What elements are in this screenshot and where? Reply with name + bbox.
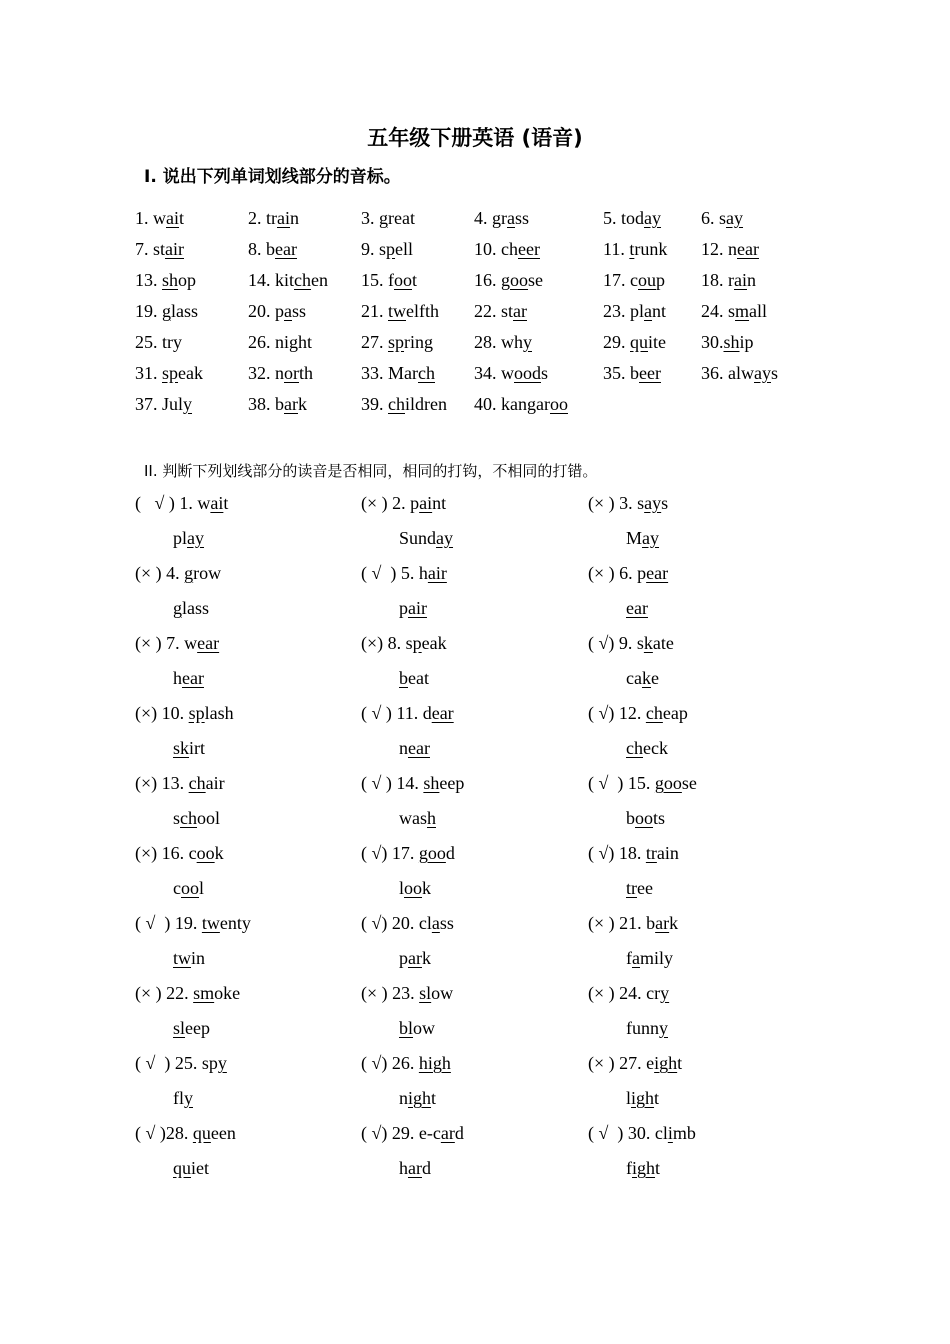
underlined-letters: bl: [399, 1018, 414, 1038]
word-item: 8. bear: [248, 239, 297, 259]
underlined-letters: ch: [294, 270, 312, 290]
judgement-item: [588, 773, 808, 829]
underlined-letters: a: [632, 948, 640, 968]
underlined-letters: air: [408, 598, 427, 618]
question-word: ( √ )28. queen: [135, 1123, 236, 1143]
word-item: 11. trunk: [603, 239, 668, 259]
underlined-letters: m: [735, 301, 750, 321]
underlined-letters: igh: [408, 1088, 432, 1108]
underlined-letters: sl: [419, 983, 432, 1003]
word-item: 6. say: [701, 208, 744, 228]
word-item: 7. stair: [135, 239, 184, 259]
question-word: ( √) 17. good: [361, 843, 455, 863]
word-item: 34. woods: [474, 363, 549, 383]
question-word: ( √ ) 30. climb: [588, 1123, 696, 1143]
judgement-item: [361, 633, 581, 689]
judgement-item: [135, 563, 355, 619]
judgement-item: [135, 493, 355, 549]
word-item: 31. speak: [135, 363, 203, 383]
question-word: (× ) 23. slow: [361, 983, 454, 1003]
underlined-letters: ay: [644, 493, 662, 513]
word-item: 40. kangaroo: [474, 394, 568, 414]
word-item: 4. grass: [474, 208, 530, 228]
underlined-letters: ear: [626, 598, 648, 618]
underlined-letters: ar: [408, 948, 422, 968]
judgement-item: [361, 493, 581, 549]
compare-word: fight: [626, 1158, 661, 1178]
compare-word: glass: [173, 598, 209, 618]
word-item: 36. always: [701, 363, 779, 383]
underlined-letters: y: [184, 1088, 193, 1108]
underlined-letters: g: [162, 301, 171, 321]
judgement-row: [0, 1053, 950, 1123]
compare-word: beat: [399, 668, 429, 688]
underlined-letters: ai: [419, 493, 433, 513]
section2-judgement-grid: [0, 493, 950, 1193]
judgement-item: [135, 843, 355, 899]
underlined-letters: ear: [197, 633, 220, 653]
judgement-item: [135, 773, 355, 829]
compare-word: twin: [173, 948, 206, 968]
underlined-letters: oo: [394, 270, 412, 290]
word-item: 29. quite: [603, 332, 666, 352]
judgement-row: [0, 493, 950, 563]
underlined-letters: sh: [423, 773, 440, 793]
underlined-letters: igh: [631, 1088, 655, 1108]
compare-word: park: [399, 948, 431, 968]
underlined-letters: ay: [436, 528, 454, 548]
underlined-letters: sm: [193, 983, 215, 1003]
compare-word: pair: [399, 598, 427, 618]
underlined-letters: qu: [192, 1123, 211, 1143]
underlined-letters: k: [643, 633, 653, 653]
word-item: 1. wait: [135, 208, 185, 228]
word-row: [0, 301, 950, 332]
word-row: [0, 208, 950, 239]
underlined-letters: tr: [626, 878, 637, 898]
judgement-item: [588, 913, 808, 969]
compare-word: Sunday: [399, 528, 454, 548]
underlined-letters: sp: [188, 703, 205, 723]
underlined-letters: ear: [275, 239, 297, 259]
word-item: 2. train: [248, 208, 299, 228]
underlined-letters: sl: [173, 1018, 186, 1038]
underlined-letters: qu: [630, 332, 648, 352]
underlined-letters: ch: [388, 394, 405, 414]
underlined-letters: ar: [284, 394, 298, 414]
compare-word: May: [626, 528, 660, 548]
word-item: 20. pass: [248, 301, 307, 321]
question-word: (× ) 27. eight: [588, 1053, 683, 1073]
judgement-item: [588, 843, 808, 899]
compare-word: hear: [173, 668, 204, 688]
compare-word: near: [399, 738, 430, 758]
word-row: [0, 394, 950, 425]
judgement-row: [0, 633, 950, 703]
question-word: ( √ ) 25. spy: [135, 1053, 227, 1073]
underlined-letters: tr: [645, 843, 657, 863]
underlined-letters: t: [629, 239, 635, 259]
word-item: 37. July: [135, 394, 193, 414]
underlined-letters: y: [183, 394, 193, 414]
judgement-row: [0, 843, 950, 913]
underlined-letters: ou: [638, 270, 656, 290]
underlined-letters: ch: [626, 738, 643, 758]
compare-word: wash: [399, 808, 436, 828]
word-item: 9. spell: [361, 239, 414, 259]
judgement-item: [135, 703, 355, 759]
word-item: 12. near: [701, 239, 759, 259]
underlined-letters: ear: [431, 703, 454, 723]
question-word: (×) 10. splash: [135, 703, 234, 723]
question-word: (×) 13. chair: [135, 773, 225, 793]
underlined-letters: ay: [642, 528, 660, 548]
underlined-letters: tw: [388, 301, 406, 321]
section1-word-grid: [0, 208, 950, 425]
judgement-item: [135, 633, 355, 689]
question-word: (×) 8. speak: [361, 633, 447, 653]
judgement-item: [361, 703, 581, 759]
underlined-letters: air: [165, 239, 184, 259]
compare-word: fly: [173, 1088, 193, 1108]
question-word: (× ) 6. pear: [588, 563, 669, 583]
judgement-item: [588, 633, 808, 689]
judgement-item: [588, 1053, 808, 1109]
underlined-letters: i: [667, 1123, 673, 1143]
word-item: 3. great: [361, 208, 415, 228]
judgement-item: [135, 1123, 355, 1179]
compare-word: boots: [626, 808, 666, 828]
word-item: 10. cheer: [474, 239, 540, 259]
question-word: (× ) 4. grow: [135, 563, 222, 583]
underlined-letters: oo: [549, 394, 568, 414]
judgement-row: [0, 983, 950, 1053]
compare-word: tree: [626, 878, 653, 898]
word-item: 19. glass: [135, 301, 198, 321]
compare-word: hard: [399, 1158, 431, 1178]
compare-word: sleep: [173, 1018, 210, 1038]
underlined-letters: a: [507, 208, 515, 228]
underlined-letters: ai: [277, 208, 290, 228]
compare-word: light: [626, 1088, 660, 1108]
underlined-letters: g: [173, 598, 182, 618]
question-word: ( √ ) 14. sheep: [361, 773, 465, 793]
underlined-letters: y: [523, 332, 532, 352]
underlined-letters: oo: [635, 808, 653, 828]
underlined-letters: tw: [173, 948, 191, 968]
underlined-letters: ch: [418, 363, 435, 383]
judgement-item: [135, 1053, 355, 1109]
underlined-letters: ar: [513, 301, 527, 321]
underlined-letters: ai: [734, 270, 747, 290]
question-word: ( √) 18. train: [588, 843, 679, 863]
judgement-item: [135, 983, 355, 1039]
judgement-item: [135, 913, 355, 969]
underlined-letters: goo: [654, 773, 682, 793]
word-item: 30.ship: [701, 332, 754, 352]
question-word: ( √) 20. class: [361, 913, 454, 933]
underlined-letters: igh: [654, 1053, 678, 1073]
judgement-item: [361, 1123, 581, 1179]
underlined-letters: eer: [518, 239, 540, 259]
underlined-letters: p: [386, 239, 396, 259]
word-row: [0, 270, 950, 301]
question-word: (× ) 21. bark: [588, 913, 679, 933]
underlined-letters: ch: [180, 808, 198, 828]
underlined-letters: g: [379, 208, 388, 228]
underlined-letters: oo: [181, 878, 199, 898]
underlined-letters: sh: [723, 332, 740, 352]
underlined-letters: p: [412, 633, 422, 653]
judgement-item: [361, 913, 581, 969]
word-item: 22. star: [474, 301, 527, 321]
judgement-item: [361, 563, 581, 619]
underlined-letters: oo: [404, 878, 423, 898]
underlined-letters: ay: [726, 208, 744, 228]
compare-word: play: [173, 528, 205, 548]
compare-word: skirt: [173, 738, 206, 758]
section1-heading: I. 说出下列单词划线部分的音标。: [144, 167, 401, 187]
underlined-letters: ay: [187, 528, 205, 548]
underlined-letters: eer: [639, 363, 661, 383]
underlined-letters: h: [427, 808, 436, 828]
underlined-letters: y: [217, 1053, 227, 1073]
word-item: 38. bark: [248, 394, 307, 414]
word-item: 5. today: [603, 208, 662, 228]
underlined-letters: ch: [188, 773, 206, 793]
question-word: (× ) 7. wear: [135, 633, 220, 653]
underlined-letters: ood: [514, 363, 541, 383]
question-word: (× ) 22. smoke: [135, 983, 241, 1003]
question-word: ( √) 26. high: [361, 1053, 451, 1073]
word-item: 17. coup: [603, 270, 665, 290]
word-item: 16. goose: [474, 270, 543, 290]
underlined-letters: tw: [201, 913, 220, 933]
word-row: [0, 332, 950, 363]
question-word: ( √) 29. e-card: [361, 1123, 464, 1143]
underlined-letters: high: [418, 1053, 451, 1073]
question-word: ( √ ) 11. dear: [361, 703, 454, 723]
question-word: (× ) 3. says: [588, 493, 669, 513]
question-word: ( √ ) 1. wait: [135, 493, 229, 513]
underlined-letters: ear: [182, 668, 204, 688]
underlined-letters: ar: [655, 913, 670, 933]
underlined-letters: ay: [644, 208, 662, 228]
question-word: ( √ ) 19. twenty: [135, 913, 251, 933]
question-word: ( √) 9. skate: [588, 633, 674, 653]
underlined-letters: ai: [210, 493, 224, 513]
word-item: 35. beer: [603, 363, 661, 383]
underlined-letters: sh: [162, 270, 179, 290]
section2-heading: II. 判断下列划线部分的读音是否相同，相同的打钩，不相同的打错。: [144, 462, 598, 480]
question-word: (× ) 2. paint: [361, 493, 447, 513]
compare-word: funny: [626, 1018, 668, 1038]
underlined-letters: b: [399, 668, 408, 688]
underlined-letters: a: [284, 301, 292, 321]
judgement-row: [0, 913, 950, 983]
underlined-letters: y: [659, 1018, 668, 1038]
word-item: 26. night: [248, 332, 313, 352]
question-word: (×) 16. cook: [135, 843, 224, 863]
compare-word: quiet: [173, 1158, 209, 1178]
underlined-letters: oo: [510, 270, 528, 290]
compare-word: check: [626, 738, 668, 758]
word-item: 15. foot: [361, 270, 418, 290]
underlined-letters: air: [427, 563, 447, 583]
underlined-letters: goo: [418, 843, 446, 863]
compare-word: look: [399, 878, 432, 898]
judgement-row: [0, 1123, 950, 1193]
underlined-letters: ai: [166, 208, 179, 228]
word-row: [0, 239, 950, 270]
compare-word: blow: [399, 1018, 436, 1038]
word-item: 33. March: [361, 363, 435, 383]
underlined-letters: ear: [408, 738, 430, 758]
underlined-letters: ar: [408, 1158, 422, 1178]
judgement-item: [361, 983, 581, 1039]
underlined-letters: a: [644, 301, 653, 321]
question-word: ( √ ) 5. hair: [361, 563, 447, 583]
word-item: 25. try: [135, 332, 182, 352]
underlined-letters: sp: [388, 332, 405, 352]
compare-word: cool: [173, 878, 205, 898]
judgement-item: [361, 1053, 581, 1109]
underlined-letters: k: [641, 668, 651, 688]
compare-word: family: [626, 948, 674, 968]
underlined-letters: g: [184, 563, 194, 583]
judgement-row: [0, 563, 950, 633]
judgement-item: [588, 983, 808, 1039]
underlined-letters: qu: [173, 1158, 191, 1178]
underlined-letters: or: [284, 363, 299, 383]
underlined-letters: ay: [754, 363, 771, 383]
judgement-item: [588, 1123, 808, 1179]
word-item: 32. north: [248, 363, 314, 383]
underlined-letters: ear: [646, 563, 669, 583]
question-word: (× ) 24. cry: [588, 983, 670, 1003]
judgement-item: [361, 843, 581, 899]
underlined-letters: y: [660, 983, 670, 1003]
compare-word: night: [399, 1088, 437, 1108]
judgement-item: [588, 493, 808, 549]
question-word: ( √) 12. cheap: [588, 703, 688, 723]
underlined-letters: sp: [162, 363, 179, 383]
word-item: 39. children: [361, 394, 447, 414]
word-item: 28. why: [474, 332, 532, 352]
word-item: 27. spring: [361, 332, 434, 352]
word-item: 24. small: [701, 301, 768, 321]
page-title: 五年级下册英语 (语音): [367, 126, 583, 150]
compare-word: school: [173, 808, 221, 828]
underlined-letters: sk: [173, 738, 190, 758]
compare-word: [588, 598, 808, 619]
underlined-letters: ch: [645, 703, 663, 723]
judgement-item: [588, 563, 808, 619]
judgement-row: [0, 773, 950, 843]
underlined-letters: ear: [737, 239, 759, 259]
question-word: ( √ ) 15. goose: [588, 773, 697, 793]
underlined-letters: oo: [196, 843, 215, 863]
underlined-letters: a: [431, 913, 440, 933]
word-row: [0, 363, 950, 394]
compare-word: cake: [626, 668, 659, 688]
word-item: 23. plant: [603, 301, 667, 321]
word-item: 14. kitchen: [248, 270, 329, 290]
word-item: 21. twelfth: [361, 301, 439, 321]
underlined-letters: ar: [440, 1123, 455, 1143]
judgement-item: [361, 773, 581, 829]
word-item: 13. shop: [135, 270, 197, 290]
underlined-letters: igh: [632, 1158, 656, 1178]
judgement-item: [588, 703, 808, 759]
word-item: 18. rain: [701, 270, 756, 290]
judgement-row: [0, 703, 950, 773]
